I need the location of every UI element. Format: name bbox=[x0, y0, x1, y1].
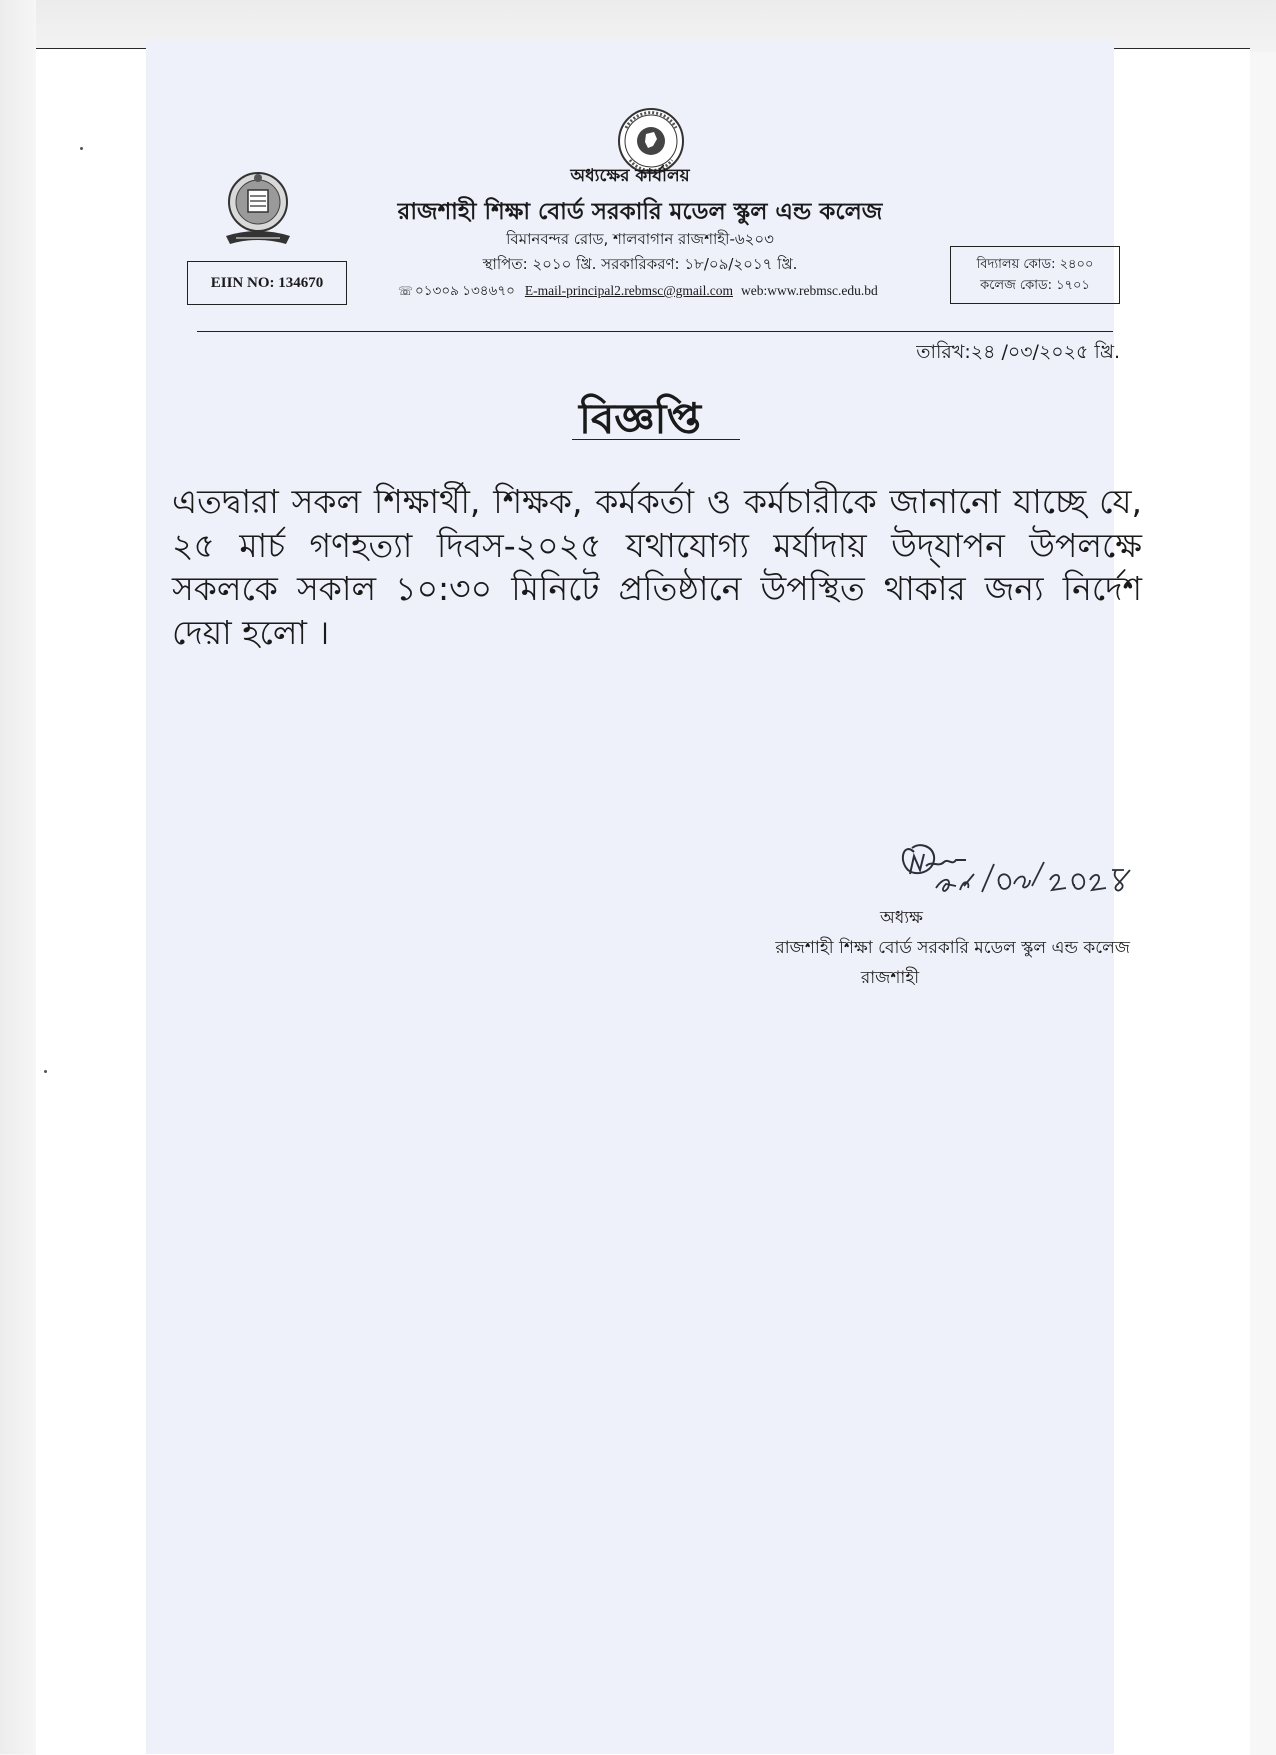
notice-body: এতদ্বারা সকল শিক্ষার্থী, শিক্ষক, কর্মকর্তা ও কর্মচারীকে জানানো যাচ্ছে যে, ২৫ মার্চ গণহত্যা দিবস-২০২৫ যথাযোগ্য মর্যাদায় উদ্‌যাপন উপলক্ষে সকলকে সকাল ১০:৩০ মিনিটে প্রতিষ্ঠানে উপস্থিত থাকার জন্য নির্দেশ দেয়া হলো । bbox=[172, 482, 1142, 652]
phone-number: ০১৩০৯ ১৩৪৬৭০ bbox=[415, 283, 515, 298]
contact-line bbox=[398, 280, 938, 303]
website: web:www.rebmsc.edu.bd bbox=[741, 283, 878, 298]
email-address: E-mail-principal2.rebmsc@gmail.com bbox=[524, 283, 733, 298]
scan-speck bbox=[44, 1070, 47, 1073]
establishment-info: স্থাপিত: ২০১০ খ্রি. সরকারিকরণ: ১৮/০৯/২০১৭ খ্রি. bbox=[482, 255, 798, 273]
header-divider bbox=[197, 331, 1113, 332]
scan-background-left bbox=[0, 0, 36, 1754]
eiin-box bbox=[187, 261, 347, 305]
college-code: কলেজ কোড: ১৭০১ bbox=[980, 278, 1090, 293]
institution-codes-box bbox=[950, 246, 1120, 304]
eiin-number: EIIN NO: 134670 bbox=[210, 274, 324, 291]
signatory-institution: রাজশাহী শিক্ষা বোর্ড সরকারি মডেল স্কুল এন্ড কলেজ bbox=[775, 938, 1130, 958]
institution-name: রাজশাহী শিক্ষা বোর্ড সরকারি মডেল স্কুল এন্ড কলেজ bbox=[397, 199, 883, 225]
phone-icon: ☏ bbox=[398, 284, 414, 298]
office-heading: অধ্যক্ষের কার্যালয় bbox=[570, 166, 690, 186]
signatory-title: অধ্যক্ষ bbox=[880, 908, 923, 928]
notice-title-underline bbox=[572, 439, 740, 440]
scan-speck bbox=[80, 147, 83, 150]
school-crest-icon bbox=[222, 170, 294, 250]
notice-date: তারিখ:২৪ /০৩/২০২৫ খ্রি. bbox=[916, 341, 1120, 363]
signatory-city: রাজশাহী bbox=[860, 968, 920, 988]
school-code: বিদ্যালয় কোড: ২৪০০ bbox=[976, 257, 1094, 272]
institution-address: বিমানবন্দর রোড, শালবাগান রাজশাহী-৬২০৩ bbox=[506, 230, 774, 248]
notice-title: বিজ্ঞপ্তি bbox=[578, 394, 702, 443]
